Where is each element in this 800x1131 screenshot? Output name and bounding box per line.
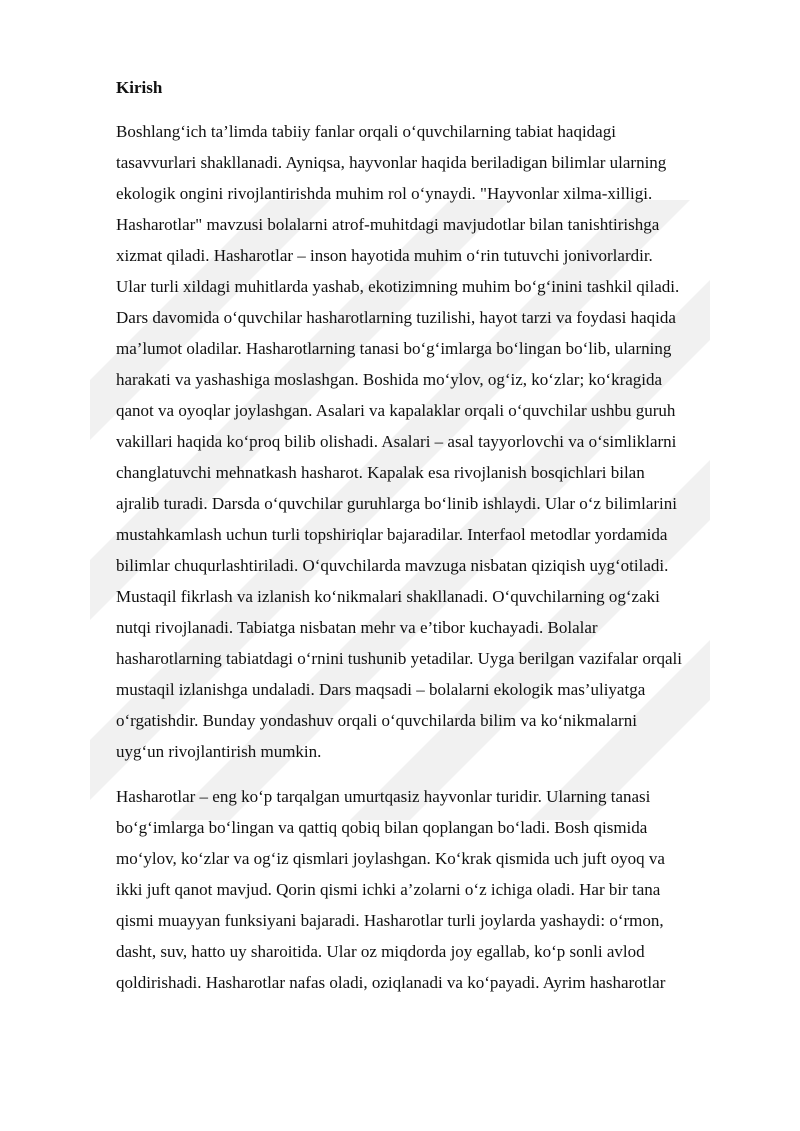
text-line: o‘rgatishdir. Bunday yondashuv orqali o‘quvchilarda bilim va ko‘nikmalarni	[116, 711, 637, 730]
text-line: ajralib turadi. Darsda o‘quvchilar guruhlarga bo‘linib ishlaydi. Ular o‘z bilimlarini	[116, 494, 677, 513]
document-body	[116, 72, 756, 1012]
text-line: Mustaqil fikrlash va izlanish ko‘nikmalari shakllanadi. O‘quvchilarning og‘zaki	[116, 587, 660, 606]
text-line: harakati va yashashiga moslashgan. Boshida mo‘ylov, og‘iz, ko‘zlar; ko‘kragida	[116, 370, 663, 389]
text-line: Hasharotlar – eng ko‘p tarqalgan umurtqasiz hayvonlar turidir. Ularning tanasi	[116, 787, 651, 806]
text-line: mustahkamlash uchun turli topshiriqlar bajaradilar. Interfaol metodlar yordamida	[116, 525, 668, 544]
text-line: bilimlar chuqurlashtiriladi. O‘quvchilarda mavzuga nisbatan qiziqish uyg‘otiladi.	[116, 556, 669, 575]
text-line: ma’lumot oladilar. Hasharotlarning tanasi bo‘g‘imlarga bo‘lingan bo‘lib, ularning	[116, 339, 672, 358]
text-line: qoldirishadi. Hasharotlar nafas oladi, oziqlanadi va ko‘payadi. Ayrim hasharotlar	[116, 973, 666, 992]
paragraph-1	[116, 116, 756, 767]
section-heading: Kirish	[116, 78, 163, 97]
paragraph-2	[116, 781, 756, 998]
text-line: mustaqil izlanishga undaladi. Dars maqsadi – bolalarni ekologik mas’uliyatga	[116, 680, 646, 699]
text-line: vakillari haqida ko‘proq bilib olishadi. Asalari – asal tayyorlovchi va o‘simliklarni	[116, 432, 677, 451]
text-line: ekologik ongini rivojlantirishda muhim rol o‘ynaydi. "Hayvonlar xilma-xilligi.	[116, 184, 653, 203]
text-line: uyg‘un rivojlantirish mumkin.	[116, 742, 322, 761]
text-line: qanot va oyoqlar joylashgan. Asalari va kapalaklar orqali o‘quvchilar ushbu guruh	[116, 401, 676, 420]
text-line: Dars davomida o‘quvchilar hasharotlarning tuzilishi, hayot tarzi va foydasi haqida	[116, 308, 676, 327]
text-line: changlatuvchi mehnatkash hasharot. Kapalak esa rivojlanish bosqichlari bilan	[116, 463, 645, 482]
text-line: dasht, suv, hatto uy sharoitida. Ular oz miqdorda joy egallab, ko‘p sonli avlod	[116, 942, 645, 961]
text-line: xizmat qiladi. Hasharotlar – inson hayotida muhim o‘rin tutuvchi jonivorlardir.	[116, 246, 653, 265]
text-line: tasavvurlari shakllanadi. Ayniqsa, hayvonlar haqida beriladigan bilimlar ularning	[116, 153, 667, 172]
text-line: mo‘ylov, ko‘zlar va og‘iz qismlari joylashgan. Ko‘krak qismida uch juft oyoq va	[116, 849, 665, 868]
text-line: Ular turli xildagi muhitlarda yashab, ekotizimning muhim bo‘g‘inini tashkil qiladi.	[116, 277, 680, 296]
text-line: bo‘g‘imlarga bo‘lingan va qattiq qobiq bilan qoplangan bo‘ladi. Bosh qismida	[116, 818, 648, 837]
text-line: ikki juft qanot mavjud. Qorin qismi ichki a’zolarni o‘z ichiga oladi. Har bir tana	[116, 880, 661, 899]
text-line: Hasharotlar" mavzusi bolalarni atrof-muhitdagi mavjudotlar bilan tanishtirishga	[116, 215, 660, 234]
text-line: Boshlang‘ich ta’limda tabiiy fanlar orqali o‘quvchilarning tabiat haqidagi	[116, 122, 616, 141]
text-line: hasharotlarning tabiatdagi o‘rnini tushunib yetadilar. Uyga berilgan vazifalar orqali	[116, 649, 683, 668]
text-line: qismi muayyan funksiyani bajaradi. Hasharotlar turli joylarda yashaydi: o‘rmon,	[116, 911, 664, 930]
text-line: nutqi rivojlanadi. Tabiatga nisbatan mehr va e’tibor kuchayadi. Bolalar	[116, 618, 598, 637]
